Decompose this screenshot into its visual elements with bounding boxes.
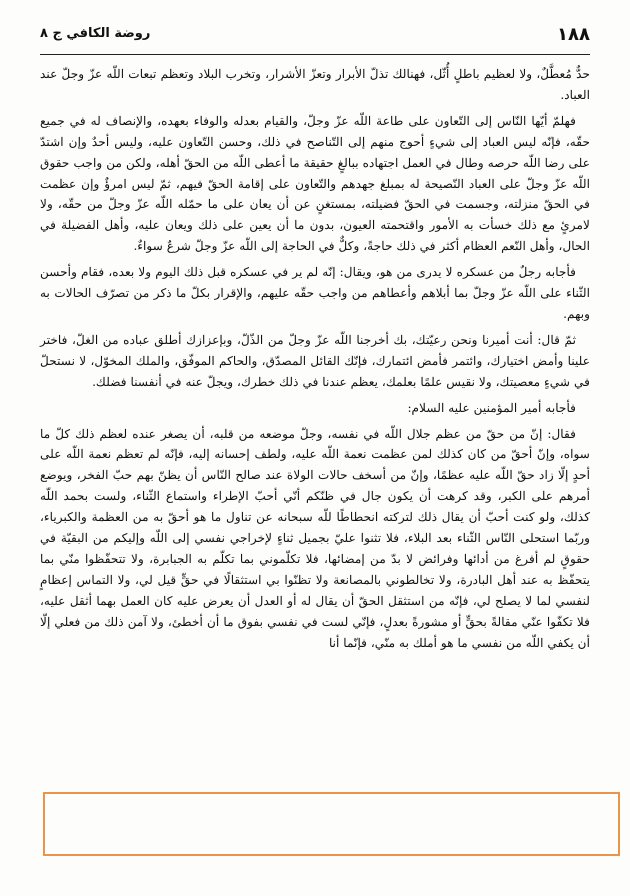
running-title: روضة الكافي ج ٨	[40, 26, 151, 41]
header-rule	[40, 54, 590, 55]
paragraph: فهلمّ أيّها النّاس إلى التّعاون على طاعة اللّه عزّ وجلّ، والقيام بعدله والوفاء بعهده، والإنصاف له في جميع حقّه، فإنّه ليس العباد إلى شيءٍ أحوج منهم إلى التّناصح في ذلك، وحسن التّعاون عليه، وليس أحدٌ وإن اشتدّ على رضا اللّه حرصه وطال في العمل اجتهاده ببالغٍ حقيقة ما أعطى اللّه من الحقّ أهله، ولكن من واجب حقوق اللّه عزّ وجلّ على العباد النّصيحة له بمبلغ جهدهم والتّعاون على إقامة الحقّ فيهم، ثمّ ليس امرؤٌ وإن عظمت في الحقّ منزلته، وجسمت في الحقّ فضيلته، بمستغنٍ عن أن يعان على ما حمّله اللّه عزّ وجلّ من حقّه، ولا لامرئٍ مع ذلك خسأت به الأمور واقتحمته العيون، بدون ما أن يعين على ذلك ويعان عليه، وأهل الفضيلة في الحال، وأهل النّعم العظام أكثر في ذلك حاجةً، وكلٌّ في الحاجة إلى اللّه عزّ وجلّ شرعٌ سواءٌ.	[40, 113, 590, 254]
paragraph: فأجابه أمير المؤمنين عليه السلام:	[407, 400, 576, 415]
paragraph: ثمّ قال: أنت أميرنا ونحن رعيّتك، بك أخرجنا اللّه عزّ وجلّ من الذّلّ، وبإعزازك أطلق عباده من الغلّ، فاختر علينا وأمض اختيارك، وائتمر فأمض ائتمارك، فإنّك القائل المصدّق، والحاكم الموفّق، والملك المخوّل، لا نستحلّ في شيءٍ معصيتك، ولا نقيس علمًا بعلمك، يعظم عندنا في ذلك خطرك، ويجلّ عنه في أنفسنا فضلك.	[40, 332, 590, 389]
page-number: ١٨٨	[557, 24, 590, 45]
page-header	[40, 24, 590, 50]
page-body	[40, 64, 590, 876]
paragraph: فقال: إنّ من حقّ من عظم جلال اللّه في نفسه، وجلّ موضعه من قلبه، أن يصغر عنده لعظم ذلك كلّ ما سواه، وإنّ أحقّ من كان كذلك لمن عظمت نعمة اللّه عليه، ولطف إحسانه إليه، فإنّه لم تعظم نعمة اللّه على أحدٍ إلّا زاد حقّ اللّه عليه عظمًا، وإنّ من أسخف حالات الولاة عند صالح النّاس أن يظنّ بهم حبّ الفخر، ويوضع أمرهم على الكبر، وقد كرهت أن يكون جال في ظنّكم أنّي أحبّ الإطراء واستماع الثّناء، ولست بحمد اللّه كذلك، ولو كنت أحبّ أن يقال ذلك لتركته انحطاطًا للّه سبحانه عن تناول ما هو أحقّ به من العظمة والكبرياء، وربّما استحلى النّاس الثّناء بعد البلاء، فلا تثنوا عليّ بجميل ثناءٍ لإخراجي نفسي إلى اللّه وإليكم من البقيّة في حقوقٍ لم أفرغ من أدائها وفرائض لا بدّ من إمضائها، فلا تكلّموني بما تكلّم به الجبابرة، ولا تتحفّظوا منّي بما يتحفّظ به عند أهل البادرة، ولا تخالطوني بالمصانعة ولا تظنّوا بي استثقالًا في حقٍّ قيل لي، ولا التماس إعظامٍ لنفسي لما لا يصلح لي، فإنّه من استثقل الحقّ أن يقال له أو العدل أن يعرض عليه كان العمل بهما أثقل عليه، فلا تكفّوا عنّي مقالةً بحقٍّ أو مشورةً بعدلٍ، فإنّي لست في نفسي بفوق ما أن أخطئ، ولا آمن ذلك من فعلي إلّا أن يكفي اللّه من نفسي ما هو أملك به منّي، فإنّما أنا	[40, 426, 590, 650]
paragraph: فأجابه رجلٌ من عسكره لا يدرى من هو، ويقال: إنّه لم ير في عسكره قبل ذلك اليوم ولا بعده، فقام وأحسن الثّناء على اللّه عزّ وجلّ بما أبلاهم وأعطاهم من واجب حقّه عليهم، والإقرار بكلّ ما ذكر من تصرّف الحالات به وبهم.	[40, 265, 590, 321]
paragraph: حدٌّ مُعطَّلٌ، ولا لعظيم باطلٍ أُثّل، فهنالك تذلّ الأبرار وتعزّ الأشرار، وتخرب البلاد وتعظم تبعات اللّه عزّ وجلّ عند العباد.	[40, 67, 590, 102]
